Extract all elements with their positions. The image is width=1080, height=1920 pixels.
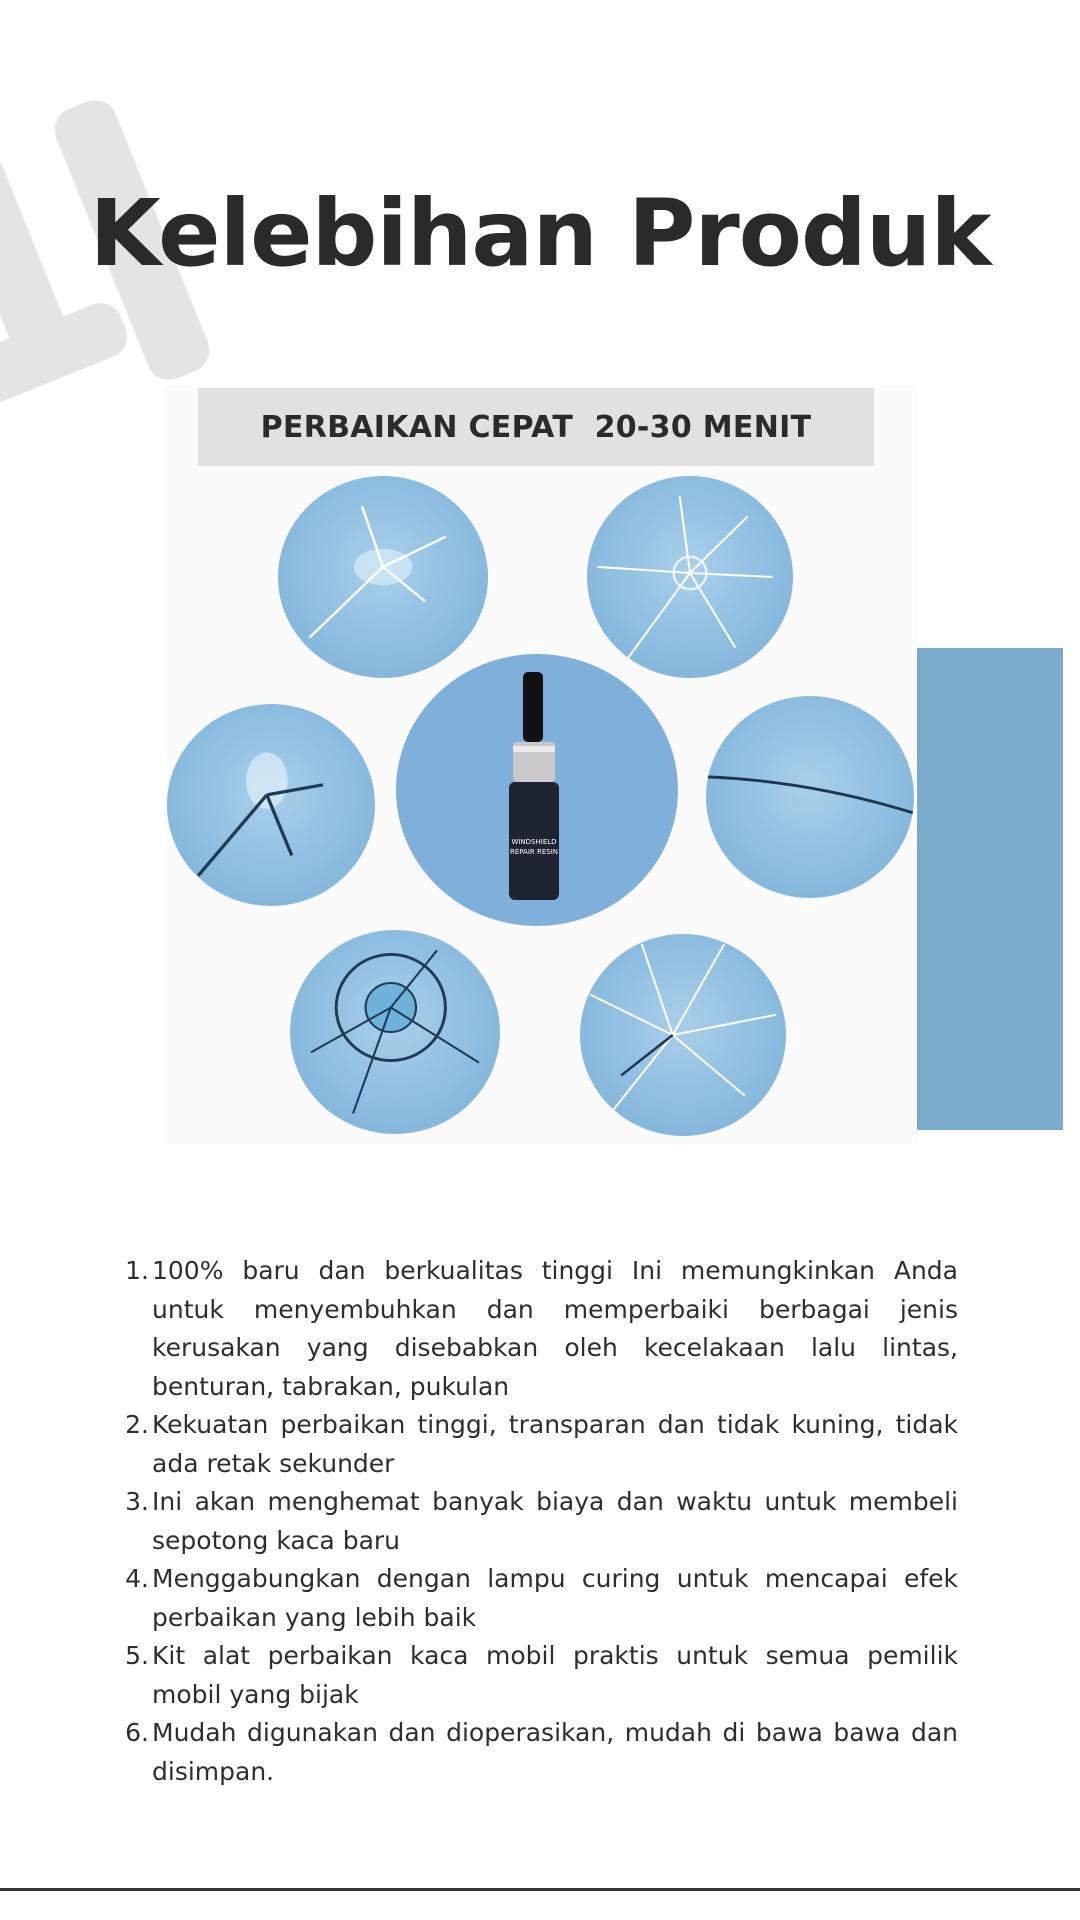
page-title: Kelebihan Produk [89,180,991,287]
bottle-label-line2: REPAIR RESIN [509,848,559,856]
crack-photo-line [706,696,914,898]
speed-banner [198,388,874,466]
feature-list [124,1252,958,1791]
speed-banner-label: PERBAIKAN CEPAT 20-30 MENIT [260,409,812,445]
crack-photo-shatter [290,930,500,1134]
list-item: 3. Ini akan menghemat banyak biaya dan waktu untuk membeli sepotong kaca baru [125,1487,958,1555]
product-bottle-photo [396,654,678,926]
list-item: 6. Mudah digunakan dan dioperasikan, mudah di bawa bawa dan disimpan. [125,1718,958,1786]
list-item: 1. 100% baru dan berkualitas tinggi Ini memungkinkan Anda untuk menyembuhkan dan memperbaiki berbagai jenis kerusakan yang disebabkan oleh kecelakaan lalu lintas, benturan, tabrakan, pukulan [125,1256,958,1401]
list-item: 5. Kit alat perbaikan kaca mobil praktis untuk semua pemilik mobil yang bijak [125,1641,958,1709]
bottle-label-line1: WINDSHIELD [511,838,557,846]
crack-photo-chip [167,704,375,906]
list-item: 4. Menggabungkan dengan lampu curing untuk mencapai efek perbaikan yang lebih baik [125,1564,958,1632]
bottom-divider [0,1888,1080,1891]
list-item: 2. Kekuatan perbaikan tinggi, transparan dan tidak kuning, tidak ada retak sekunder [125,1410,958,1478]
crack-photo-star [587,476,793,678]
crack-photo-spider [580,934,786,1136]
accent-bar [917,648,1063,1130]
crack-photo-bullseye [278,476,488,678]
